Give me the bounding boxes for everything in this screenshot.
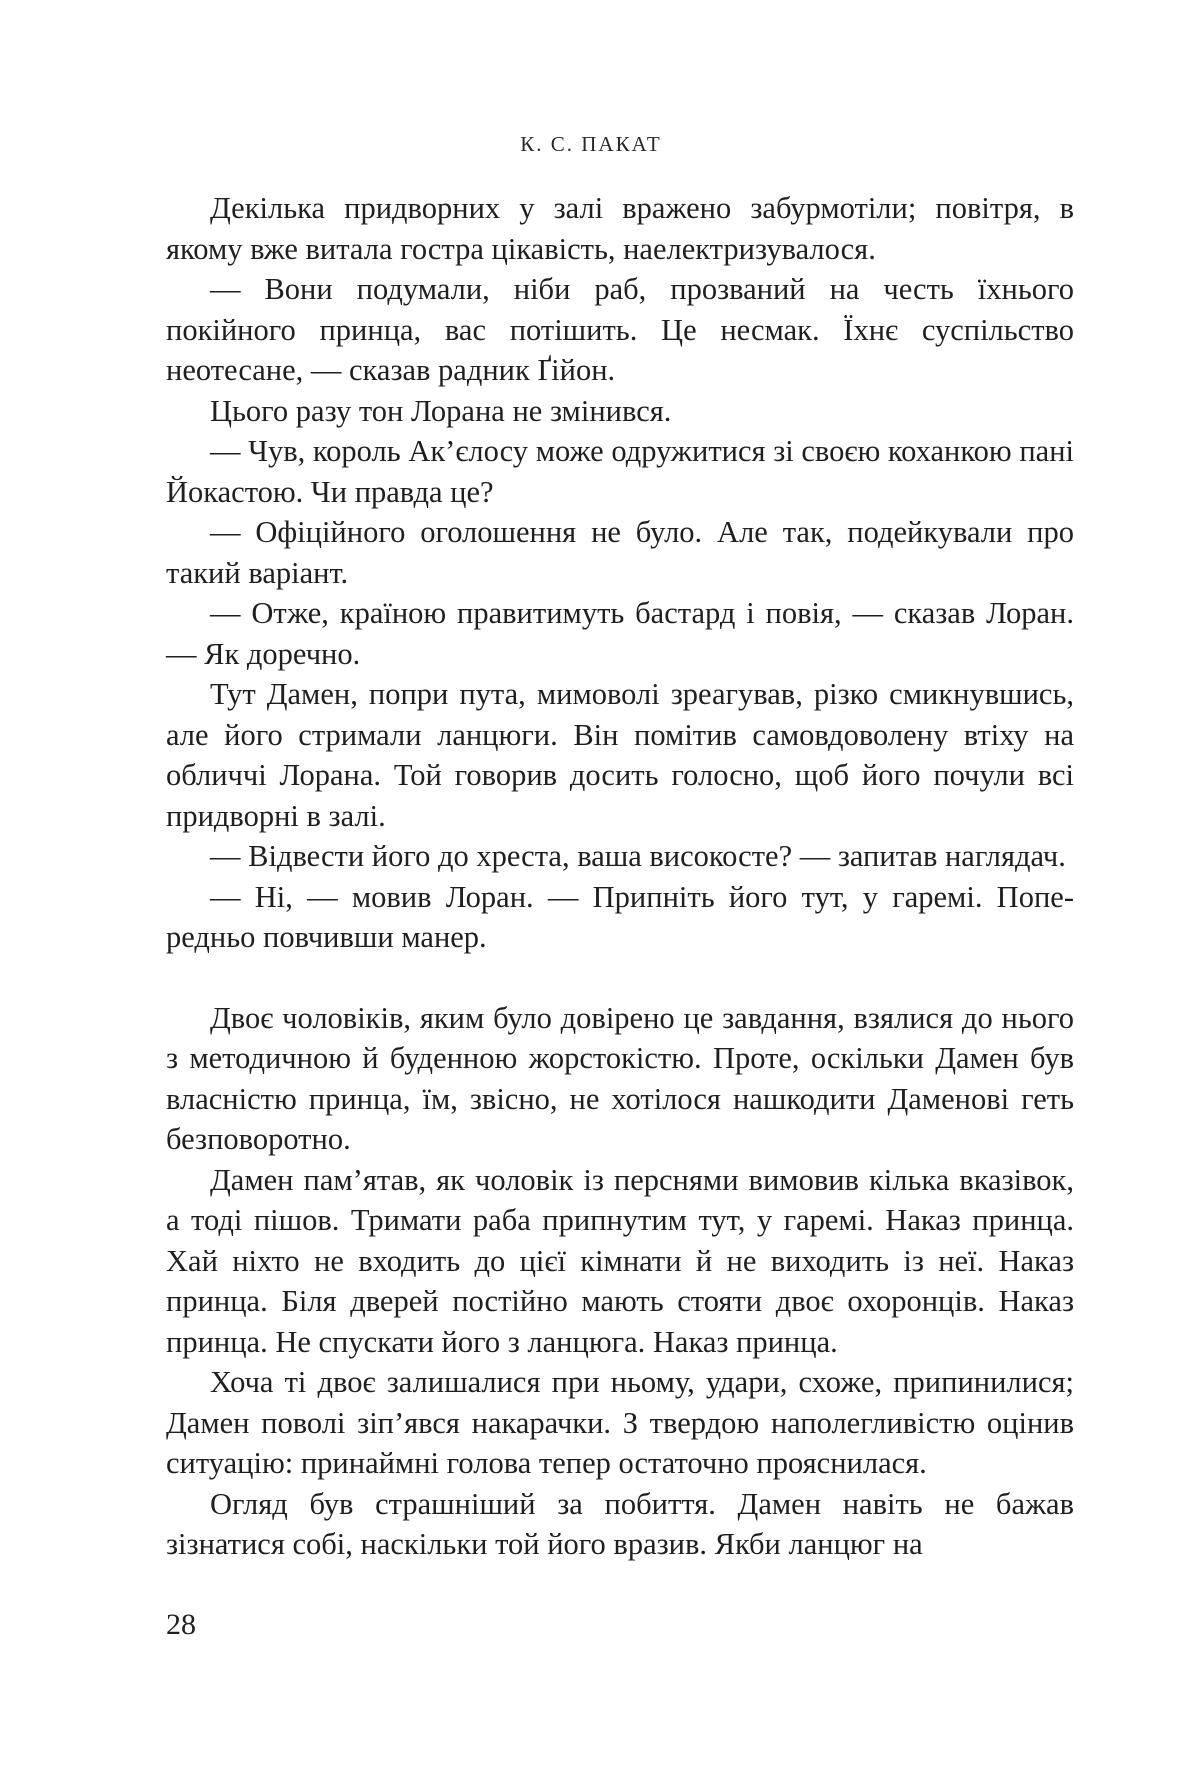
paragraph: Хоча ті двоє залишалися при ньому, удари, схоже, припинилися; Дамен поволі зіп’явся накарачки. З твердою наполегливістю оцінив ситуацію: принаймні голова тепер остаточно прояснилася. — [166, 1365, 1074, 1480]
paragraph: — Відвести його до хреста, ваша високосте? — запитав наглядач. — [210, 839, 1066, 873]
page-number: 28 — [166, 1608, 196, 1641]
paragraph: Двоє чоловіків, яким було довірено це завдання, взялися до нього з методичною й буденною жорстокістю. Проте, оскільки Дамен був власністю принца, їм, звісно, не хотілося нашкодити Даменові геть безповоротно. — [166, 1000, 1074, 1156]
body-text — [166, 188, 1074, 1565]
running-head: К. С. ПАКАТ — [520, 132, 662, 156]
paragraph: — Ні, — мовив Лоран. — Припніть його тут, у гаремі. Попередньо повчивши манер. — [166, 879, 1074, 954]
paragraph: Огляд був страшніший за побиття. Дамен навіть не бажав зізнатися собі, наскільки той його вразив. Якби ланцюг на — [166, 1486, 1074, 1561]
paragraph: Цього разу тон Лорана не змінився. — [210, 393, 672, 428]
paragraph: Тут Дамен, попри пута, мимоволі зреагував, різко смикнувшись, але його стримали ланцюги. Він помітив самовдоволену втіху на обличчі Лорана. Той говорив досить голосно, щоб його почули всі придворні в залі. — [166, 677, 1074, 833]
paragraph: Декілька придворних у залі вражено забурмотіли; повітря, в якому вже витала гостра цікавість, наелектризувалося. — [166, 191, 1074, 266]
paragraph: — Чув, король Ак’єлосу може одружитися зі своєю коханкою пані Йокастою. Чи правда це? — [166, 434, 1074, 509]
paragraph: Дамен пам’ятав, як чоловік із перснями вимовив кілька вказівок, а тоді пішов. Тримати раба припнутим тут, у гаремі. Наказ принца. Хай ніхто не входить до цієї кімнати й не виходить із неї. Наказ принца. Біля дверей постійно мають стояти двоє охоронців. Наказ принца. Не спускати його з ланцюга. Наказ принца. — [166, 1162, 1074, 1359]
paragraph: — Офіційного оголошення не було. Але так, подейкували про такий варіант. — [166, 515, 1074, 590]
section-break — [166, 958, 1074, 998]
paragraph: — Вони подумали, ніби раб, прозваний на честь їхнього покійного принца, вас потішить. Це несмак. Їхнє суспільство неотесане, — сказав радник Ґійон. — [166, 272, 1074, 387]
paragraph: — Отже, країною правитимуть бастард і повія, — сказав Лоран. — Як доречно. — [166, 596, 1074, 671]
